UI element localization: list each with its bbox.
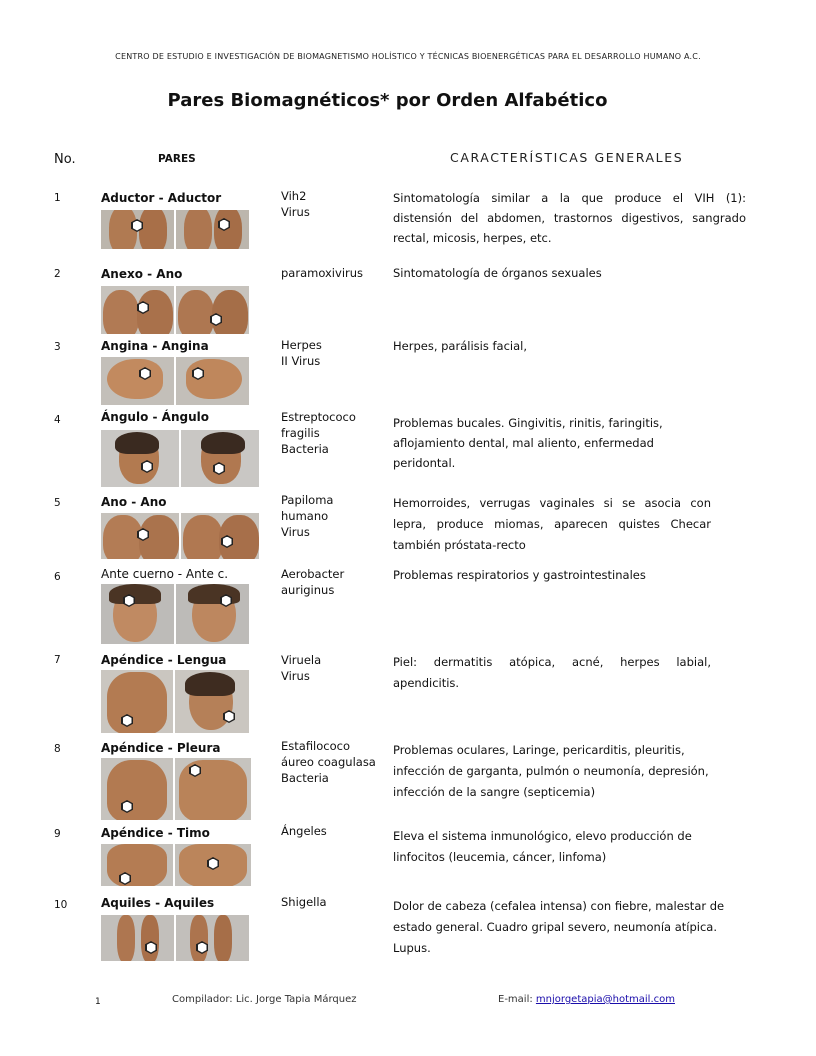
pair-agent: Vih2 Virus xyxy=(281,189,310,219)
compiler-credit: Compilador: Lic. Jorge Tapia Márquez xyxy=(172,994,357,1005)
email-label: E-mail: xyxy=(498,994,533,1005)
pair-name: Apéndice - Lengua xyxy=(101,653,227,667)
pair-name: Apéndice - Pleura xyxy=(101,741,221,755)
pair-agent: Herpes II Virus xyxy=(281,338,322,368)
body-image xyxy=(101,430,179,487)
body-image xyxy=(101,286,174,334)
pair-description: Dolor de cabeza (cefalea intensa) con fiebre, malestar de estado general. Cuadro gripal severo, neumonía atípica. Lupus. xyxy=(393,899,725,955)
body-image xyxy=(101,758,173,820)
body-image xyxy=(181,513,259,559)
body-image xyxy=(101,584,174,644)
organization-header: CENTRO DE ESTUDIO E INVESTIGACIÓN DE BIOMAGNETISMO HOLÍSTICO Y TÉCNICAS BIOENERGÉTICAS PARA EL DESARROLLO HUMANO A.C. xyxy=(115,52,701,61)
body-image xyxy=(175,758,251,820)
pair-description: Sintomatología similar a la que produce el VIH (1): distensión del abdomen, trastornos digestivos, sangrado rectal, micosis, herpes, etc. xyxy=(393,191,746,245)
page-number: 1 xyxy=(95,997,101,1007)
pair-images xyxy=(101,513,259,559)
pair-description: Problemas oculares, Laringe, pericarditis, pleuritis, infección de garganta, pulmón o neumonía, depresión, infección de la sangre (septicemia) xyxy=(393,743,709,799)
body-image xyxy=(101,844,173,886)
row-number: 10 xyxy=(54,899,68,911)
pair-agent: Estreptococo fragilis Bacteria xyxy=(281,410,356,456)
body-image xyxy=(176,584,249,644)
pair-name: Angina - Angina xyxy=(101,339,209,353)
pair-description: Sintomatología de órganos sexuales xyxy=(393,266,602,280)
body-image xyxy=(176,210,249,249)
column-header-pares: PARES xyxy=(158,153,196,165)
pair-description: Problemas bucales. Gingivitis, rinitis, faringitis, aflojamiento dental, mal aliento, enfermedad peridontal. xyxy=(393,416,663,470)
pair-images xyxy=(101,430,259,487)
body-image xyxy=(176,915,249,961)
pair-agent: Ángeles xyxy=(281,824,327,838)
body-image xyxy=(101,210,174,249)
row-number: 6 xyxy=(54,571,61,583)
pair-images xyxy=(101,844,251,886)
column-header-no: No. xyxy=(54,152,76,167)
pair-description: Eleva el sistema inmunológico, elevo producción de linfocitos (leucemia, cáncer, linfoma) xyxy=(393,829,692,864)
row-number: 3 xyxy=(54,341,61,353)
pair-name: Ante cuerno - Ante c. xyxy=(101,567,229,581)
body-image xyxy=(181,430,259,487)
pair-agent: Shigella xyxy=(281,895,327,909)
body-image xyxy=(176,357,249,405)
pair-images xyxy=(101,915,249,961)
body-image xyxy=(101,513,179,559)
pair-images xyxy=(101,758,251,820)
row-number: 2 xyxy=(54,268,61,280)
pair-description: Hemorroides, verrugas vaginales si se asocia con lepra, produce miomas, aparecen quistes Checar también próstata-recto xyxy=(393,496,711,552)
pair-description: Piel: dermatitis atópica, acné, herpes labial, apendicitis. xyxy=(393,655,711,690)
body-image xyxy=(176,286,249,334)
row-number: 9 xyxy=(54,828,61,840)
pair-description: Problemas respiratorios y gastrointestinales xyxy=(393,568,646,582)
row-number: 8 xyxy=(54,743,61,755)
footer-email xyxy=(498,994,675,1005)
pair-name: Anexo - Ano xyxy=(101,267,183,281)
column-header-caracteristicas: CARACTERÍSTICAS GENERALES xyxy=(450,150,684,165)
pair-agent: Estafilococo áureo coagulasa Bacteria xyxy=(281,739,376,785)
pair-name: Ano - Ano xyxy=(101,495,167,509)
pair-agent: Aerobacter auriginus xyxy=(281,567,345,597)
pair-images xyxy=(101,286,249,334)
pair-images xyxy=(101,584,249,644)
pair-agent: Papiloma humano Virus xyxy=(281,493,334,539)
body-image xyxy=(101,915,174,961)
row-number: 5 xyxy=(54,497,61,509)
pair-images xyxy=(101,670,249,733)
pair-agent: paramoxivirus xyxy=(281,266,364,280)
pair-name: Aquiles - Aquiles xyxy=(101,896,215,910)
pair-images xyxy=(101,357,249,405)
pair-images xyxy=(101,210,249,249)
body-image xyxy=(101,670,173,733)
pair-description: Herpes, parálisis facial, xyxy=(393,339,527,353)
document-title: Pares Biomagnéticos* por Orden Alfabético xyxy=(167,90,608,111)
body-image xyxy=(101,357,174,405)
email-link[interactable]: mnjorgetapia@hotmail.com xyxy=(535,994,675,1005)
pair-name: Aductor - Aductor xyxy=(101,191,222,205)
row-number: 7 xyxy=(54,654,61,666)
pair-name: Ángulo - Ángulo xyxy=(101,410,209,424)
body-image xyxy=(175,844,251,886)
body-image xyxy=(175,670,249,733)
pair-agent: Viruela Virus xyxy=(281,653,322,683)
row-number: 4 xyxy=(54,414,61,426)
pair-name: Apéndice - Timo xyxy=(101,826,210,840)
row-number: 1 xyxy=(54,192,61,204)
